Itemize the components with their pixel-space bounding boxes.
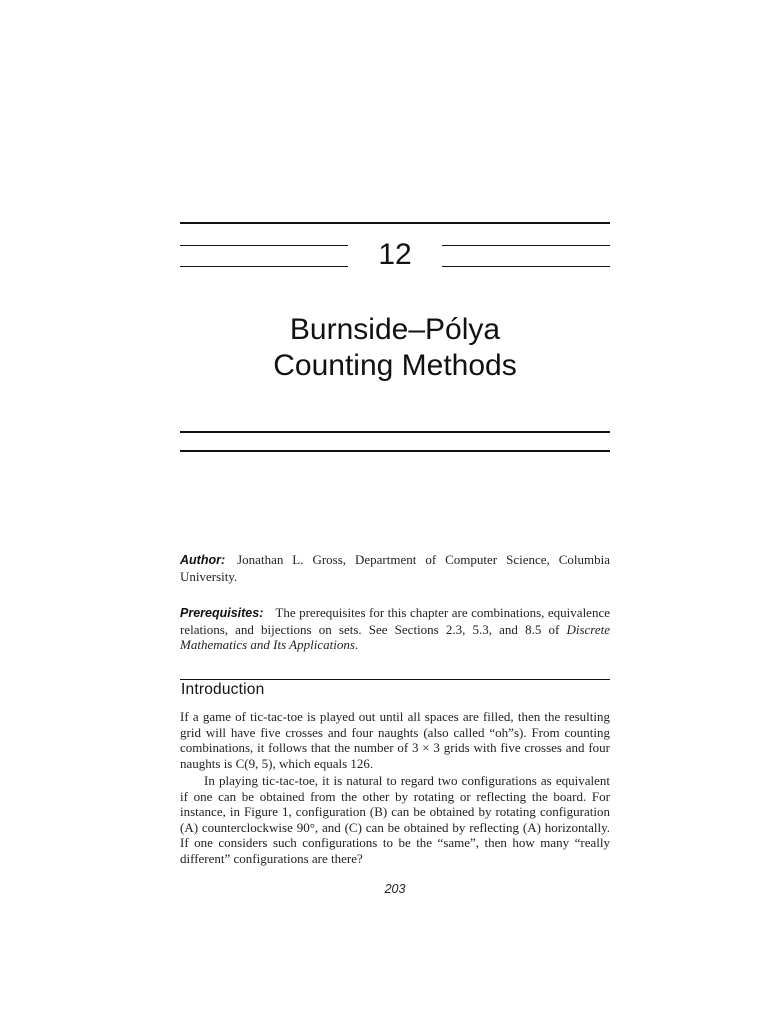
chapter-number: 12 <box>378 238 412 271</box>
prerequisites-label: Prerequisites: <box>180 606 264 620</box>
page-number: 203 <box>384 882 406 896</box>
section-rule <box>180 679 610 680</box>
top-rule <box>180 222 610 224</box>
chapter-title-line2: Counting Methods <box>273 349 517 382</box>
chapter-title-line1: Burnside–Pólya <box>289 313 501 346</box>
prerequisites-paragraph <box>180 605 610 653</box>
author-text: Jonathan L. Gross, Department of Computer Science, Columbia University. <box>180 552 610 584</box>
right-upper-rule <box>442 245 610 246</box>
intro-paragraph-1: If a game of tic-tac-toe is played out until all spaces are filled, then the resulting grid will have five crosses and four naughts (also called “oh”s). From counting combinations, it follows that the number of 3 × 3 grids with five crosses and four naughts is C(9, 5), which equals 126. <box>180 709 610 771</box>
book-title: Discrete Mathematics and Its Applications <box>180 621 610 652</box>
intro-paragraph-2: In playing tic-tac-toe, it is natural to regard two configurations as equivalent if one can be obtained from the other by rotating or reflecting the board. For instance, in Figure 1, configuration (B) can be obtained by rotating configuration (A) counterclockwise 90°, and (C) can be obtained by reflecting (A) horizontally. If one considers such configurations to be the “same”, then how many “really different” configurations are there? <box>180 773 610 866</box>
title-bottom-rule-2 <box>180 450 610 452</box>
author-paragraph <box>180 552 610 584</box>
left-upper-rule <box>180 245 348 246</box>
section-heading-introduction: Introduction <box>181 681 265 698</box>
chapter-title <box>180 312 610 384</box>
prerequisites-text: The prerequisites for this chapter are combinations, equivalence relations, and bijections on sets. See Sections 2.3, 5.3, and 8.5 of <box>180 605 610 637</box>
right-lower-rule <box>442 266 610 267</box>
prerequisites-end: . <box>354 637 359 652</box>
left-lower-rule <box>180 266 348 267</box>
author-label: Author: <box>180 553 226 567</box>
title-bottom-rule-1 <box>180 431 610 433</box>
